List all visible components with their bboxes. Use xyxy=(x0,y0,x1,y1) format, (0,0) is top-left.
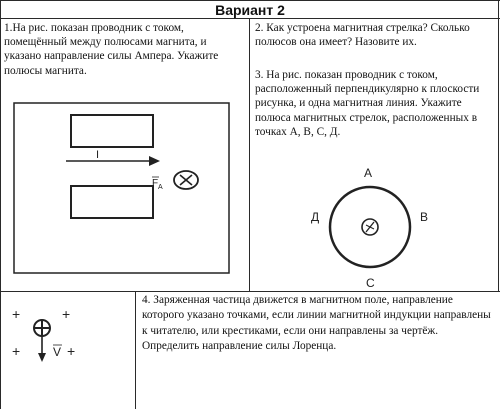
field-cross-2: + xyxy=(62,306,71,322)
force-label: F xyxy=(152,178,159,189)
current-label: I xyxy=(96,149,100,161)
point-a-label: А xyxy=(364,166,373,180)
current-arrow-head xyxy=(149,156,160,166)
force-subscript: A xyxy=(158,184,163,191)
question-3-text: 3. На рис. показан проводник с током, расположенный перпендикулярно к плоскости рисунка, и одна магнитная линия. Укажите полюса магнитных стрелок, расположенных в точках А, В, С, Д. xyxy=(255,69,480,138)
figure-4 xyxy=(12,306,75,362)
velocity-arrow-head xyxy=(38,353,46,362)
magnet-pole-bottom xyxy=(71,186,153,218)
point-b-label: В xyxy=(420,210,429,224)
magnet-pole-top xyxy=(71,115,153,147)
page-title: Вариант 2 xyxy=(215,2,285,18)
field-cross-3: + xyxy=(12,343,21,359)
question-1-text: 1.На рис. показан проводник с током, помещённый между полюсами магнита, и указано направление силы Ампера. Укажите полюсы магнита. xyxy=(4,22,219,77)
velocity-label: V xyxy=(53,345,62,359)
figure-1-frame xyxy=(14,103,229,273)
figure-1 xyxy=(14,103,229,273)
conductor-cross-stroke-2 xyxy=(366,225,374,229)
field-cross-4: + xyxy=(67,343,76,359)
point-d-label: Д xyxy=(311,210,320,224)
point-c-label: С xyxy=(366,276,375,290)
field-cross-1: + xyxy=(12,306,21,322)
question-2-text: 2. Как устроена магнитная стрелка? Сколько полюсов она имеет? Назовите их. xyxy=(255,22,470,49)
question-4-text: 4. Заряженная частица движется в магнитном поле, направление которого указано точками, если линии магнитной индукции направлены к читателю, или крестиками, если они направлены за чертёж. Определить направление силы Лоренца. xyxy=(142,294,491,353)
figure-3 xyxy=(311,166,428,290)
